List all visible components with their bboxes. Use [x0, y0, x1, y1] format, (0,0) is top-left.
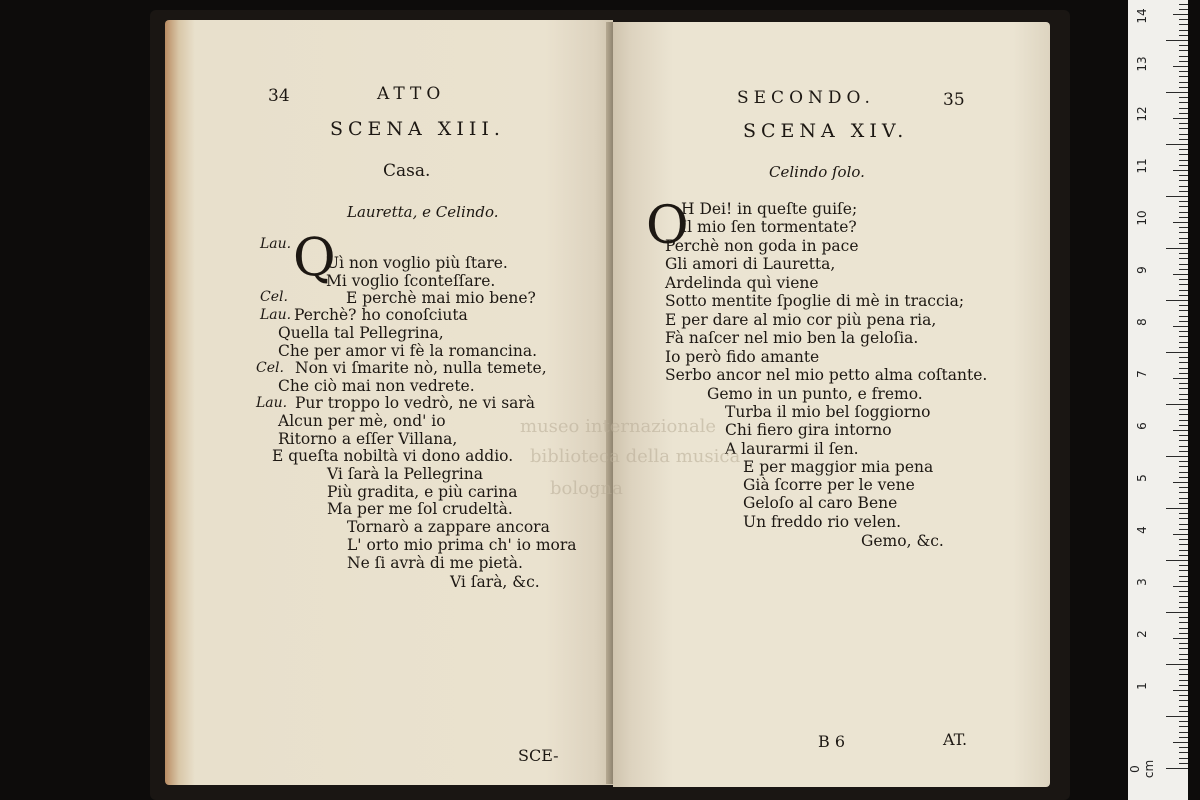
ruler-tick — [1166, 40, 1188, 41]
ruler-tick — [1179, 420, 1188, 421]
verse-line: Vi ſarà la Pellegrina — [327, 465, 483, 483]
left-catchword: SCE- — [518, 746, 559, 765]
verse-line: L' orto mio prima ch' io mora — [347, 536, 577, 554]
verse-line: Perchè? ho conoſciuta — [294, 306, 468, 324]
ruler-tick — [1179, 347, 1188, 348]
verse-line: Già ſcorre per le vene — [743, 476, 915, 494]
ruler-label: 11 — [1135, 158, 1149, 174]
ruler-tick — [1179, 232, 1188, 233]
verse-line: Ne ſi avrà di me pietà. — [347, 554, 523, 572]
ruler-tick — [1179, 149, 1188, 150]
ruler-tick — [1179, 160, 1188, 161]
ruler-tick — [1179, 310, 1188, 311]
right-running-head: SECONDO. — [737, 88, 875, 108]
ruler-tick — [1173, 742, 1188, 743]
verse-line: Vi ſarà, &c. — [450, 573, 540, 591]
ruler-tick — [1179, 227, 1188, 228]
speaker-label: Cel. — [256, 360, 284, 376]
ruler-tick — [1179, 238, 1188, 239]
ruler-tick — [1179, 295, 1188, 296]
ruler-tick — [1179, 102, 1188, 103]
ruler-tick — [1173, 534, 1188, 535]
measuring-ruler — [1128, 0, 1188, 800]
ruler-tick — [1179, 35, 1188, 36]
ruler-tick — [1179, 503, 1188, 504]
ruler-tick — [1179, 336, 1188, 337]
ruler-tick — [1179, 368, 1188, 369]
verse-line: Mi voglio ſconteſſare. — [326, 272, 496, 290]
ruler-tick — [1179, 388, 1188, 389]
verse-line: Ritorno a eſſer Villana, — [278, 430, 458, 448]
verse-line: Alcun per mè, ond' io — [278, 412, 446, 430]
ruler-tick — [1179, 737, 1188, 738]
ruler-tick — [1179, 394, 1188, 395]
ruler-tick — [1179, 264, 1188, 265]
ruler-tick — [1179, 643, 1188, 644]
ruler-tick — [1179, 607, 1188, 608]
ruler-label: 2 — [1135, 630, 1149, 638]
ruler-tick — [1179, 477, 1188, 478]
ruler-label: 7 — [1135, 370, 1149, 378]
verse-line: Non vi ſmarite nò, nulla temete, — [295, 359, 547, 377]
ruler-tick — [1179, 175, 1188, 176]
right-catchword: AT. — [943, 730, 968, 749]
ruler-tick — [1166, 92, 1188, 93]
ruler-tick — [1179, 217, 1188, 218]
ruler-tick — [1179, 659, 1188, 660]
ruler-tick — [1179, 518, 1188, 519]
ruler-tick — [1179, 472, 1188, 473]
ruler-tick — [1179, 186, 1188, 187]
ruler-tick — [1179, 279, 1188, 280]
right-scene-title: SCENA XIV. — [743, 120, 909, 142]
speaker-label: Cel. — [260, 289, 288, 305]
verse-line: E per dare al mio cor più pena ria, — [665, 311, 937, 329]
ruler-tick — [1173, 638, 1188, 639]
ruler-tick — [1179, 201, 1188, 202]
ruler-tick — [1166, 508, 1188, 509]
ruler-tick — [1179, 258, 1188, 259]
verse-line: E queſta nobiltà vi dono addio. — [272, 447, 514, 465]
verse-line: Ma per me ſol crudeltà. — [327, 500, 513, 518]
ruler-tick — [1179, 321, 1188, 322]
ruler-tick — [1179, 253, 1188, 254]
ruler-tick — [1179, 212, 1188, 213]
right-page-number: 35 — [943, 90, 965, 110]
ruler-label: 1 — [1135, 682, 1149, 690]
verse-line: Tornarò a zappare ancora — [347, 518, 550, 536]
verse-line: Gli amori di Lauretta, — [665, 255, 836, 273]
ruler-tick — [1179, 50, 1188, 51]
ruler-tick — [1179, 446, 1188, 447]
ruler-tick — [1179, 674, 1188, 675]
ruler-tick — [1179, 113, 1188, 114]
ruler-tick — [1179, 513, 1188, 514]
ruler-label: 12 — [1135, 106, 1149, 122]
ruler-tick — [1166, 144, 1188, 145]
ruler-tick — [1179, 305, 1188, 306]
ruler-tick — [1179, 544, 1188, 545]
right-drop-cap: O — [646, 196, 689, 256]
ruler-tick — [1179, 440, 1188, 441]
verse-line: Uì non voglio più ſtare. — [326, 254, 508, 272]
ruler-tick — [1179, 492, 1188, 493]
ruler-tick — [1173, 14, 1188, 15]
ruler-tick — [1173, 430, 1188, 431]
ruler-tick — [1179, 529, 1188, 530]
verse-line: Gemo in un punto, e fremo. — [707, 385, 923, 403]
ruler-tick — [1173, 222, 1188, 223]
ruler-tick — [1179, 654, 1188, 655]
ruler-tick — [1179, 243, 1188, 244]
verse-line: E per maggior mia pena — [743, 458, 934, 476]
ruler-tick — [1166, 716, 1188, 717]
ruler-tick — [1173, 170, 1188, 171]
ruler-tick — [1179, 357, 1188, 358]
ruler-tick — [1166, 404, 1188, 405]
verse-line: Un freddo rio velen. — [743, 513, 901, 531]
ruler-tick — [1179, 284, 1188, 285]
ruler-tick — [1179, 97, 1188, 98]
ruler-tick — [1179, 316, 1188, 317]
ruler-tick — [1179, 711, 1188, 712]
ruler-tick — [1179, 570, 1188, 571]
ruler-tick — [1179, 763, 1188, 764]
ruler-tick — [1179, 399, 1188, 400]
ruler-tick — [1179, 596, 1188, 597]
ruler-tick — [1179, 108, 1188, 109]
ruler-tick — [1166, 768, 1188, 769]
verse-line: Il mio ſen tormentate? — [681, 218, 857, 236]
ruler-label: 10 — [1135, 210, 1149, 226]
verse-line: A laurarmi il ſen. — [725, 440, 859, 458]
ruler-tick — [1179, 466, 1188, 467]
ruler-label: 6 — [1135, 422, 1149, 430]
watermark-line: biblioteca della musica — [530, 446, 741, 467]
ruler-tick — [1166, 352, 1188, 353]
speaker-label: Lau. — [260, 307, 292, 323]
ruler-tick — [1179, 680, 1188, 681]
ruler-tick — [1179, 591, 1188, 592]
ruler-tick — [1179, 721, 1188, 722]
speaker-label: Lau. — [256, 395, 288, 411]
verse-line: Più gradita, e più carina — [327, 483, 518, 501]
verse-line: Che per amor vi fè la romancina. — [278, 342, 538, 360]
ruler-tick — [1179, 648, 1188, 649]
ruler-tick — [1166, 664, 1188, 665]
ruler-tick — [1179, 539, 1188, 540]
ruler-tick — [1179, 700, 1188, 701]
left-setting: Casa. — [383, 161, 431, 181]
ruler-tick — [1179, 45, 1188, 46]
left-scene-title: SCENA XIII. — [330, 118, 505, 140]
verse-line: Perchè non goda in pace — [665, 237, 859, 255]
ruler-tick — [1179, 269, 1188, 270]
left-running-head: ATTO — [377, 84, 446, 104]
ruler-label: 4 — [1135, 526, 1149, 534]
ruler-tick — [1179, 628, 1188, 629]
watermark-line: museo internazionale — [520, 416, 717, 437]
ruler-tick — [1179, 550, 1188, 551]
ruler-tick — [1166, 300, 1188, 301]
ruler-tick — [1179, 191, 1188, 192]
ruler-tick — [1179, 747, 1188, 748]
verse-line: Quella tal Pellegrina, — [278, 324, 444, 342]
ruler-tick — [1173, 66, 1188, 67]
ruler-tick — [1179, 726, 1188, 727]
ruler-tick — [1179, 128, 1188, 129]
ruler-tick — [1179, 669, 1188, 670]
ruler-tick — [1166, 248, 1188, 249]
verse-line: Pur troppo lo vedrò, ne vi sarà — [295, 394, 536, 412]
ruler-tick — [1179, 71, 1188, 72]
ruler-tick — [1166, 456, 1188, 457]
ruler-tick — [1179, 409, 1188, 410]
ruler-tick — [1179, 602, 1188, 603]
ruler-tick — [1179, 383, 1188, 384]
ruler-tick — [1179, 565, 1188, 566]
verse-line: Sotto mentite ſpoglie di mè in traccia; — [665, 292, 965, 310]
verse-line: Gemo, &c. — [861, 532, 944, 550]
ruler-tick — [1179, 487, 1188, 488]
ruler-tick — [1179, 19, 1188, 20]
ruler-tick — [1179, 61, 1188, 62]
speaker-label: Lau. — [260, 236, 292, 252]
ruler-label: 9 — [1135, 266, 1149, 274]
ruler-tick — [1179, 24, 1188, 25]
ruler-tick — [1179, 154, 1188, 155]
ruler-tick — [1179, 362, 1188, 363]
ruler-tick — [1179, 752, 1188, 753]
ruler-tick — [1166, 560, 1188, 561]
ruler-label: 3 — [1135, 578, 1149, 586]
ruler-tick — [1173, 326, 1188, 327]
ruler-tick — [1179, 87, 1188, 88]
ruler-label: 14 — [1135, 8, 1149, 24]
ruler-tick — [1179, 498, 1188, 499]
ruler-tick — [1179, 290, 1188, 291]
left-page — [165, 20, 613, 785]
ruler-tick — [1179, 9, 1188, 10]
ruler-tick — [1179, 555, 1188, 556]
ruler-tick — [1173, 690, 1188, 691]
ruler-tick — [1179, 685, 1188, 686]
ruler-tick — [1173, 378, 1188, 379]
ruler-tick — [1179, 134, 1188, 135]
verse-line: E perchè mai mio bene? — [346, 289, 536, 307]
ruler-tick — [1179, 706, 1188, 707]
ruler-tick — [1173, 482, 1188, 483]
ruler-tick — [1179, 373, 1188, 374]
ruler-tick — [1179, 139, 1188, 140]
ruler-tick — [1179, 622, 1188, 623]
signature-mark: B 6 — [818, 732, 846, 751]
watermark-line: bologna — [550, 478, 623, 499]
ruler-tick — [1179, 581, 1188, 582]
ruler-tick — [1173, 118, 1188, 119]
ruler-tick — [1179, 617, 1188, 618]
ruler-label: 13 — [1135, 56, 1149, 72]
ruler-tick — [1179, 82, 1188, 83]
ruler-tick — [1179, 758, 1188, 759]
ruler-tick — [1179, 165, 1188, 166]
verse-line: Che ciò mai non vedrete. — [278, 377, 475, 395]
right-characters: Celindo ſolo. — [769, 163, 865, 181]
ruler-tick — [1179, 451, 1188, 452]
ruler-tick — [1179, 206, 1188, 207]
ruler-tick — [1179, 435, 1188, 436]
ruler-tick — [1179, 732, 1188, 733]
ruler-tick — [1179, 414, 1188, 415]
ruler-label: 0 cm — [1128, 759, 1156, 779]
ruler-tick — [1179, 633, 1188, 634]
left-characters: Lauretta, e Celindo. — [347, 203, 499, 221]
ruler-tick — [1179, 342, 1188, 343]
ruler-label: 5 — [1135, 474, 1149, 482]
right-page — [613, 22, 1050, 787]
verse-line: H Dei! in queſte guiſe; — [681, 200, 858, 218]
ruler-tick — [1179, 30, 1188, 31]
ruler-tick — [1179, 56, 1188, 57]
left-page-number: 34 — [268, 86, 290, 106]
ruler-tick — [1166, 196, 1188, 197]
left-drop-cap: Q — [293, 228, 336, 288]
ruler-tick — [1179, 76, 1188, 77]
ruler-tick — [1179, 425, 1188, 426]
ruler-tick — [1179, 524, 1188, 525]
ruler-tick — [1179, 123, 1188, 124]
ruler-tick — [1179, 695, 1188, 696]
ruler-tick — [1179, 4, 1188, 5]
ruler-tick — [1179, 180, 1188, 181]
verse-line: Io però fido amante — [665, 348, 820, 366]
ruler-tick — [1166, 612, 1188, 613]
ruler-tick — [1173, 274, 1188, 275]
verse-line: Geloſo al caro Bene — [743, 494, 898, 512]
verse-line: Ardelinda quì viene — [665, 274, 819, 292]
ruler-tick — [1179, 461, 1188, 462]
verse-line: Turba il mio bel ſoggiorno — [725, 403, 931, 421]
verse-line: Fà naſcer nel mio ben la geloſia. — [665, 329, 919, 347]
verse-line: Chi fiero gira intorno — [725, 421, 892, 439]
ruler-label: 8 — [1135, 318, 1149, 326]
ruler-tick — [1179, 331, 1188, 332]
ruler-tick — [1173, 586, 1188, 587]
verse-line: Serbo ancor nel mio petto alma coſtante. — [665, 366, 988, 384]
ruler-tick — [1179, 576, 1188, 577]
